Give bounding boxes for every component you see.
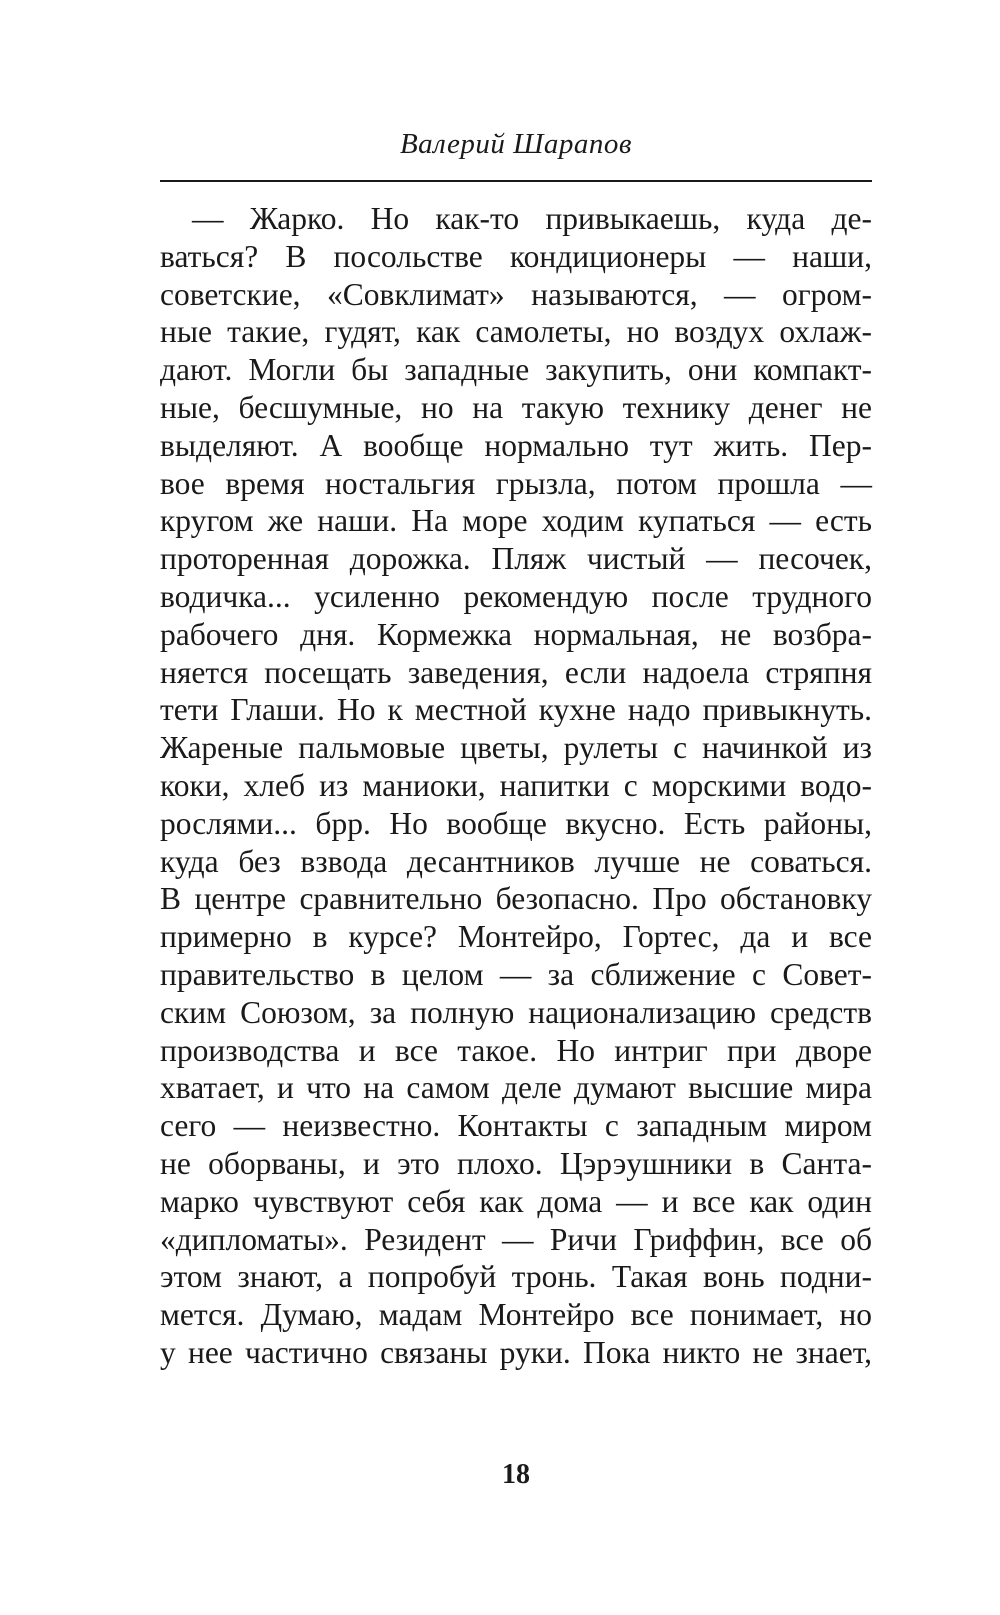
text-line: вое время ностальгия грызла, потом прошла — (160, 465, 872, 501)
text-line: коки, хлеб из маниоки, напитки с морскими водо- (160, 767, 872, 803)
page-number: 18 (502, 1459, 530, 1490)
text-line: у нее частично связаны руки. Пока никто не знает, (160, 1334, 872, 1370)
body-text (160, 200, 872, 1372)
text-line: Жареные пальмовые цветы, рулеты с начинкой из (160, 730, 872, 766)
text-line: «дипломаты». Резидент — Ричи Гриффин, все об (160, 1221, 872, 1257)
text-line: примерно в курсе? Монтейро, Гортес, да и все (160, 919, 872, 955)
header-rule (160, 180, 872, 182)
running-title: Валерий Шарапов (399, 128, 633, 160)
text-line: проторенная дорожка. Пляж чистый — песочек, (160, 541, 872, 577)
text-line: этом знают, а попробуй тронь. Такая вонь подни- (160, 1259, 872, 1295)
text-line: рабочего дня. Кормежка нормальная, не возбра- (160, 616, 872, 652)
text-line: не оборваны, и это плохо. Цэрэушники в Санта- (160, 1145, 872, 1181)
text-line: кругом же наши. На море ходим купаться — есть (160, 503, 872, 539)
text-line: правительство в целом — за сближение с Совет- (160, 956, 872, 992)
text-line: ные такие, гудят, как самолеты, но воздух охлаж- (160, 314, 872, 350)
text-line: производства и все такое. Но интриг при дворе (160, 1032, 872, 1068)
text-line: дают. Могли бы западные закупить, они компакт- (160, 352, 872, 388)
text-line: советские, «Совклимат» называются, — огром- (160, 276, 872, 312)
text-line: ским Союзом, за полную национализацию средств (160, 994, 872, 1030)
text-line: выделяют. А вообще нормально тут жить. Пер- (160, 427, 872, 463)
text-line: В центре сравнительно безопасно. Про обстановку (160, 881, 872, 917)
text-line: хватает, и что на самом деле думают высшие мира (160, 1070, 872, 1106)
text-line: рослями... брр. Но вообще вкусно. Есть районы, (160, 805, 872, 841)
text-line: ные, бесшумные, но на такую технику денег не (160, 389, 872, 425)
text-line: мется. Думаю, мадам Монтейро все понимает, но (160, 1297, 872, 1333)
text-line: куда без взвода десантников лучше не соваться. (160, 843, 872, 879)
text-line: — Жарко. Но как-то привыкаешь, куда де- (192, 201, 872, 236)
text-line: ваться? В посольстве кондиционеры — наши, (160, 238, 872, 274)
text-line: сего — неизвестно. Контакты с западным миром (160, 1108, 872, 1144)
text-line: водичка... усиленно рекомендую после трудного (160, 578, 872, 614)
text-line: тети Глаши. Но к местной кухне надо привыкнуть. (160, 692, 872, 728)
text-line: марко чувствуют себя как дома — и все как один (160, 1183, 872, 1219)
text-line: няется посещать заведения, если надоела стряпня (160, 654, 872, 690)
